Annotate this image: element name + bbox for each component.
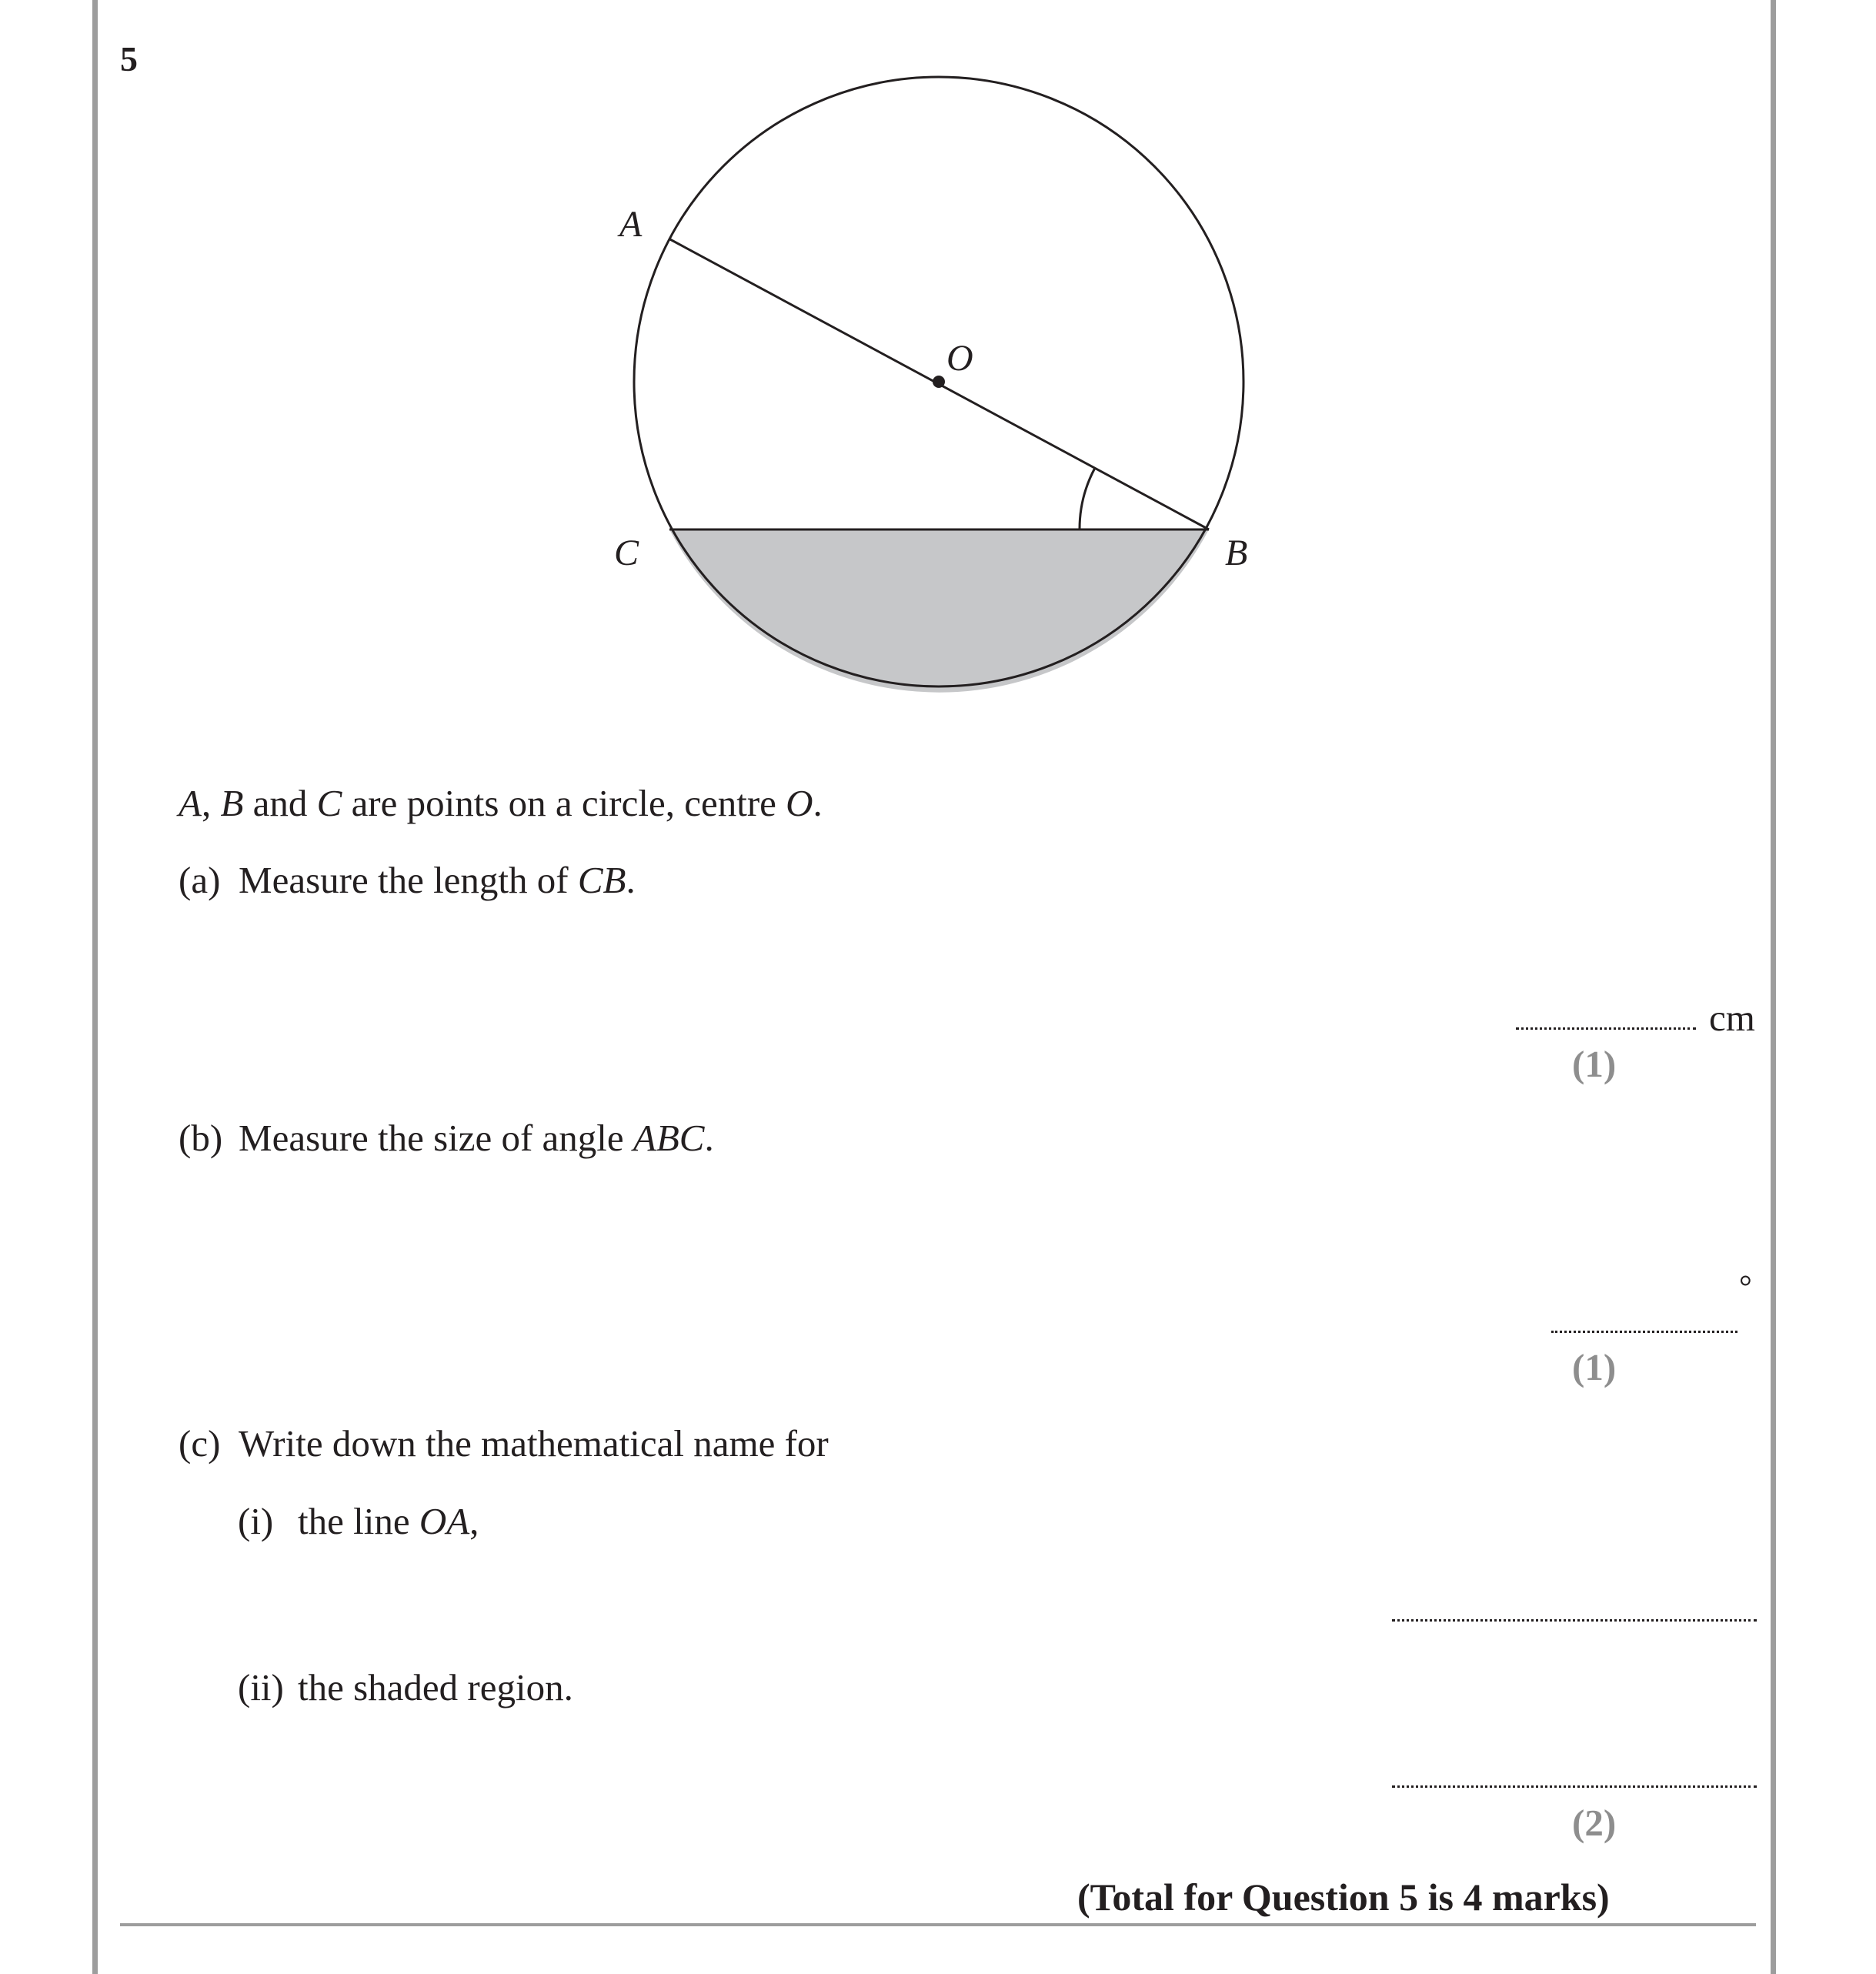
unit-cm: cm — [1709, 997, 1755, 1039]
question-number: 5 — [120, 39, 138, 78]
answer-line-b[interactable] — [1551, 1331, 1737, 1333]
part-b-text: Measure the size of angle ABC. — [239, 1117, 714, 1159]
label-b: B — [1225, 533, 1248, 573]
part-b-label: (b) — [179, 1117, 223, 1159]
part-c-ii-text: the shaded region. — [298, 1666, 573, 1708]
part-c-i-label: (i) — [238, 1500, 274, 1542]
label-o: O — [946, 338, 973, 379]
bottom-rule — [120, 1923, 1756, 1926]
part-c-label: (c) — [179, 1422, 221, 1465]
circle-diagram — [0, 0, 1876, 770]
part-c-ii-label: (ii) — [238, 1666, 284, 1708]
marks-b: (1) — [1572, 1346, 1617, 1388]
label-a: A — [619, 204, 643, 245]
question-total: (Total for Question 5 is 4 marks) — [1077, 1875, 1610, 1919]
part-a-text: Measure the length of CB. — [239, 859, 636, 901]
angle-arc — [1080, 468, 1095, 529]
question-stem: A, B and C are points on a circle, centre O. — [179, 782, 823, 824]
shaded-segment — [669, 529, 1209, 693]
label-c: C — [614, 533, 639, 573]
answer-line-c-i[interactable] — [1392, 1619, 1757, 1622]
centre-point — [933, 376, 945, 388]
part-c-text: Write down the mathematical name for — [239, 1422, 829, 1465]
answer-line-a[interactable] — [1516, 1027, 1696, 1030]
unit-degree: ° — [1739, 1270, 1752, 1305]
marks-a: (1) — [1572, 1043, 1617, 1085]
part-c-i-text: the line OA, — [298, 1500, 479, 1542]
part-a-label: (a) — [179, 859, 221, 901]
marks-c: (2) — [1572, 1802, 1617, 1844]
answer-line-c-ii[interactable] — [1392, 1785, 1757, 1788]
